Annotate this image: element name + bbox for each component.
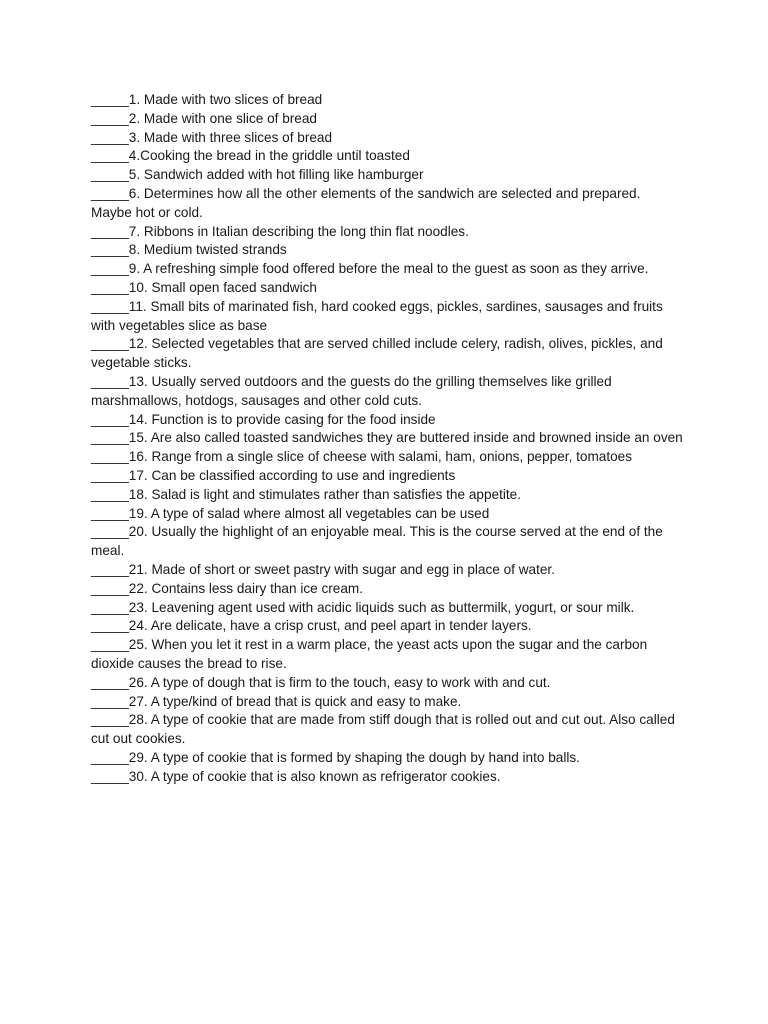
question-item-11: _____11. Small bits of marinated fish, hard cooked eggs, pickles, sardines, sausages and fruits with vegetables slice as base — [91, 298, 663, 333]
question-item-3: _____3. Made with three slices of bread — [91, 129, 333, 145]
question-item-16: _____16. Range from a single slice of cheese with salami, ham, onions, pepper, tomatoes — [91, 449, 633, 465]
question-item-7: _____7. Ribbons in Italian describing the long thin flat noodles. — [91, 223, 469, 239]
question-item-30: _____30. A type of cookie that is also known as refrigerator cookies. — [91, 768, 501, 784]
question-item-12: _____12. Selected vegetables that are served chilled include celery, radish, olives, pickles, and vegetable sticks. — [91, 336, 663, 371]
question-item-17: _____17. Can be classified according to use and ingredients — [91, 467, 456, 483]
question-item-25: _____25. When you let it rest in a warm place, the yeast acts upon the sugar and the carbon dioxide causes the bread to rise. — [91, 637, 648, 671]
question-item-23: _____23. Leavening agent used with acidic liquids such as buttermilk, yogurt, or sour milk. — [91, 599, 635, 615]
question-item-13: _____13. Usually served outdoors and the guests do the grilling themselves like grilled marshmallows, hotdogs, sausages and other cold cuts. — [91, 373, 612, 408]
question-item-21: _____21. Made of short or sweet pastry with sugar and egg in place of water. — [91, 561, 555, 577]
question-item-29: _____29. A type of cookie that is formed by shaping the dough by hand into balls. — [91, 749, 580, 765]
question-item-14: _____14. Function is to provide casing for the food inside — [91, 411, 436, 427]
question-item-19: _____19. A type of salad where almost all vegetables can be used — [91, 505, 490, 521]
question-item-10: _____10. Small open faced sandwich — [91, 279, 317, 295]
question-item-5: _____5. Sandwich added with hot filling like hamburger — [91, 167, 424, 183]
question-item-1: _____1. Made with two slices of bread — [91, 92, 323, 107]
question-item-9: _____9. A refreshing simple food offered before the meal to the guest as soon as they arrive. — [91, 261, 649, 277]
question-item-6: _____6. Determines how all the other elements of the sandwich are selected and prepared. Maybe hot or cold. — [91, 185, 641, 220]
question-list — [91, 91, 683, 786]
question-item-8: _____8. Medium twisted strands — [91, 242, 287, 258]
question-item-20: _____20. Usually the highlight of an enjoyable meal. This is the course served at the end of the meal. — [91, 524, 663, 559]
question-item-2: _____2. Made with one slice of bread — [91, 110, 317, 126]
question-item-4: _____4.Cooking the bread in the griddle until toasted — [91, 148, 410, 164]
question-item-18: _____18. Salad is light and stimulates rather than satisfies the appetite. — [91, 486, 521, 502]
question-item-26: _____26. A type of dough that is firm to the touch, easy to work with and cut. — [91, 674, 551, 690]
question-item-28: _____28. A type of cookie that are made from stiff dough that is rolled out and cut out. Also called cut out cookies. — [91, 712, 675, 747]
question-item-15: _____15. Are also called toasted sandwiches they are buttered inside and browned inside an oven — [91, 430, 683, 446]
question-item-27: _____27. A type/kind of bread that is quick and easy to make. — [91, 693, 462, 709]
question-item-24: _____24. Are delicate, have a crisp crust, and peel apart in tender layers. — [91, 618, 532, 634]
question-item-22: _____22. Contains less dairy than ice cream. — [91, 580, 364, 596]
